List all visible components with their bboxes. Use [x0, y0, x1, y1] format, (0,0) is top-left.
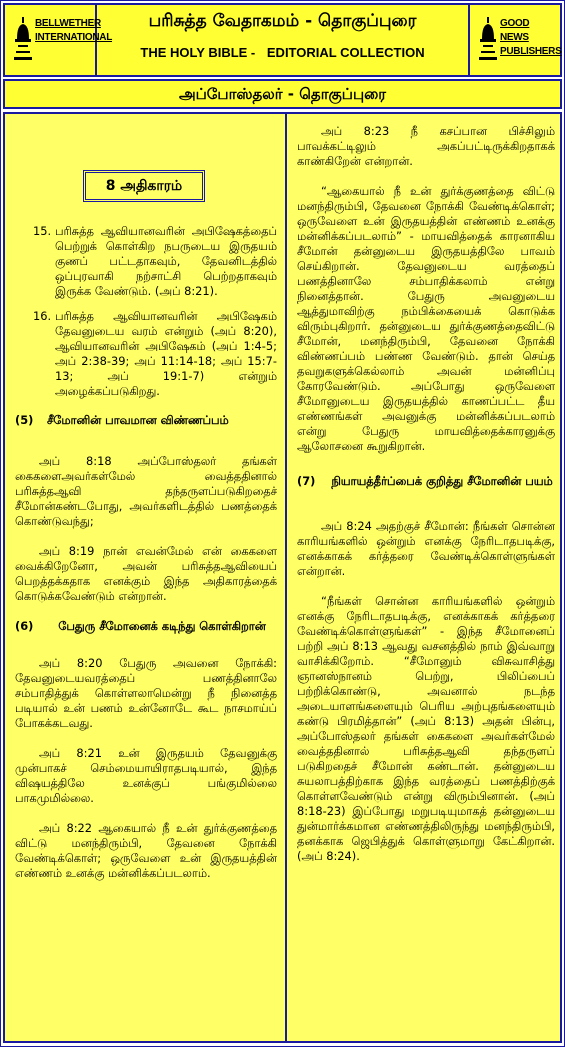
title-english-part: THE HOLY BIBLE - [140, 45, 256, 60]
column-divider [285, 114, 287, 1041]
logo-line: GOOD NEWS [500, 18, 530, 43]
title-english-part: EDITORIAL COLLECTION [266, 45, 425, 60]
bell-icon [478, 15, 498, 65]
list-item-number: 15. [33, 224, 52, 238]
logo-line: INTERNATIONAL [35, 32, 113, 43]
verse-paragraph: அப் 8:19 நான் எவன்மேல் என் கைகளை வைக்கிறேனோ, அவன் பரிசுத்தஆவியைப் பெறத்தக்கதாக எனக்கும் இந்த அதிகாரத்தைக் கொடுக்கவேண்டும் என்றான். [15, 544, 277, 603]
points-list [15, 224, 277, 399]
verse-paragraph: அப் 8:21 உன் இருதயம் தேவனுக்கு முன்பாகச் செம்மையாயிராதபடியால், இந்த விஷயத்திலே உனக்குப் பங்குமில்லை பாகமுமில்லை. [15, 746, 277, 805]
logo-line: PUBLISHERS [500, 46, 562, 57]
header-banner [3, 3, 562, 77]
list-item-text: பரிசுத்த ஆவியானவரின் அபிஷேகத்தைப் பெற்றுக் கொள்கிற நபருடைய இருதயம் குணப் பட்டதாகவும், தேவனிடத்தில் ஒப்புரவாகி நற்சாட்சி பெற்றதாகவும் இருக்க வேண்டும். (அப் 8:21). [55, 224, 277, 298]
right-column [297, 114, 555, 1041]
content-area [3, 112, 562, 1043]
list-item [33, 224, 277, 299]
verse-paragraph: அப் 8:22 ஆகையால் நீ உன் துர்க்குணத்தை விட்டு மனந்திரும்பி, தேவனை நோக்கி வேண்டிக்கொள்; ஒருவேளை உன் இருதயத்தின் எண்ணம் உனக்கு மன்னிக்கப்படலாம். [15, 821, 277, 880]
chapter-label: 8 அதிகாரம் [83, 170, 205, 202]
list-item-text: பரிசுத்த ஆவியானவரின் அபிஷேகம் தேவனுடைய வரம் என்றும் (அப் 8:20), ஆவியானவரின் அபிஷேகம் (அப் 1:4-5; அப் 2:38-39; அப் 11:14-18; அப் 15:7-13; அப் 19:1-7) என்றும் அழைக்கப்படுகிறது. [55, 309, 277, 398]
title-tamil: பரிசுத்த வேதாகமம் - தொகுப்புரை [148, 11, 417, 31]
bellwether-logo-text [35, 17, 113, 45]
good-news-logo [468, 5, 560, 75]
section-title: நியாயத்தீர்ப்பைக் குறித்து சீமோனின் பயம் [331, 474, 553, 488]
bell-icon [13, 15, 33, 65]
commentary-paragraph: “ஆகையால் நீ உன் துர்க்குணத்தை விட்டு மனந்திரும்பி, தேவனை நோக்கி வேண்டிக்கொள்; ஒருவேளை உன் இருதயத்தின் எண்ணம் உனக்கு மன்னிக்கப்படலாம்” - மாயவித்தைக் காரனாகிய சீமோன் தன்னுடைய இருதயத்திலே பாவம் செய்கிறான். தேவனுடைய வரத்தைப் பணத்தினாலே சம்பாதிக்கலாம் என்று நினைத்தான். பேதுரு அவனுடைய ஆத்துமாவிற்கு நம்பிக்கையைக் கொடுக்க விரும்புகிறார். தன்னுடைய துர்க்குணத்தைவிட்டு சீமோன், மனந்திரும்பி, தேவனை நோக்கி விண்ணப்பம் பண்ண வேண்டும். தான் செய்த தவறுகளுக்கெல்லாம் அவன் மன்னிப்பு கோரவேண்டும். அப்போது ஒருவேளை சீமோனுடைய இருதயத்தில் காணப்பட்ட தீய எண்ணங்கள் அவனுக்கு மன்னிக்கப்படலாம் என்று பேதுரு மாயவித்தைக்காரனுக்கு ஆலோசனை கூறுகிறான். [297, 184, 555, 453]
list-item-number: 16. [33, 309, 52, 323]
section-number: (6) [15, 619, 34, 633]
section-heading-6 [15, 619, 277, 634]
left-column [15, 114, 277, 1041]
section-heading-7 [297, 474, 555, 489]
section-title: பேதுரு சீமோனைக் கடிந்து கொள்கிறான் [58, 619, 266, 633]
title-english [97, 45, 468, 60]
section-heading-5 [15, 413, 277, 428]
book-subtitle: அப்போஸ்தலர் - தொகுப்புரை [3, 79, 562, 109]
logo-line: BELLWETHER [35, 18, 101, 29]
verse-paragraph: அப் 8:18 அப்போஸ்தலர் தங்கள் கைகளைஅவர்கள்மேல் வைத்ததினால் பரிசுத்தஆவி தந்தருளப்படுகிறதைச் சீமோன்கண்டபோது, அவர்களிடத்தில் பணத்தைக் கொண்டுவந்து; [15, 454, 277, 528]
section-title: சீமோனின் பாவமான விண்ணப்பம் [47, 413, 229, 427]
section-number: (5) [15, 413, 34, 427]
commentary-paragraph: “நீங்கள் சொன்ன காரியங்களில் ஒன்றும் எனக்கு நேரிடாதபடிக்கு, எனக்காகக் கர்த்தரை வேண்டிக்கொள்ளுங்கள்” - இந்த சீமோனைப் பற்றி அப் 8:13 ஆவது வசனத்தில் நாம் இவ்வாறு வாசிக்கிறோம். “சீமோனும் விசுவாசித்து ஞானஸ்நானம் பெற்று, பிலிப்பைப் பற்றிக்கொண்டு, அவனால் நடந்த அடையாளங்களையும் பெரிய அற்புதங்களையும் கண்டு பிரமித்தான்” (அப் 8:13) அதன் பின்பு, அப்போஸ்தலர் தங்கள் கைகளை அவர்கள்மேல் வைத்ததினால் பரிசுத்தஆவி தந்தருளப் படுகிறதைச் சீமோன் கண்டான். தன்னுடைய சுயலாபத்திற்காக இந்த வரத்தைப் பணத்திற்குக் கொள்ளவேண்டும் என்று விரும்பினான். (அப் 8:18-23) இப்போது மறுபடியுமாகத் தன்னுடைய துன்மார்க்கமான எண்ணத்திலிருந்து மனந்திரும்பி, தனக்காக ஜெபித்துக் கொள்ளுமாறு கேட்கிறான். (அப் 8:24). [297, 594, 555, 863]
verse-paragraph: அப் 8:24 அதற்குச் சீமோன்: நீங்கள் சொன்ன காரியங்களில் ஒன்றும் எனக்கு நேரிடாதபடிக்கு, எனக்காகக் கர்த்தரை வேண்டிக்கொள்ளுங்கள் என்றான். [297, 519, 555, 578]
list-item [33, 309, 277, 399]
section-number: (7) [297, 474, 316, 488]
verse-paragraph: அப் 8:20 பேதுரு அவனை நோக்கி: தேவனுடையவரத்தைப் பணத்தினாலே சம்பாதித்துக் கொள்ளலாமென்று நீ நினைத்த படியால் உன் பணம் உன்னோடே கூட நாசமாய்ப் போகக்கடவது. [15, 656, 277, 730]
bellwether-logo [5, 5, 113, 75]
good-news-logo-text [500, 17, 562, 59]
verse-paragraph: அப் 8:23 நீ கசப்பான பிச்சிலும் பாவக்கட்டிலும் அகப்பட்டிருக்கிறதாகக் காண்கிறேன் என்றான். [297, 124, 555, 168]
